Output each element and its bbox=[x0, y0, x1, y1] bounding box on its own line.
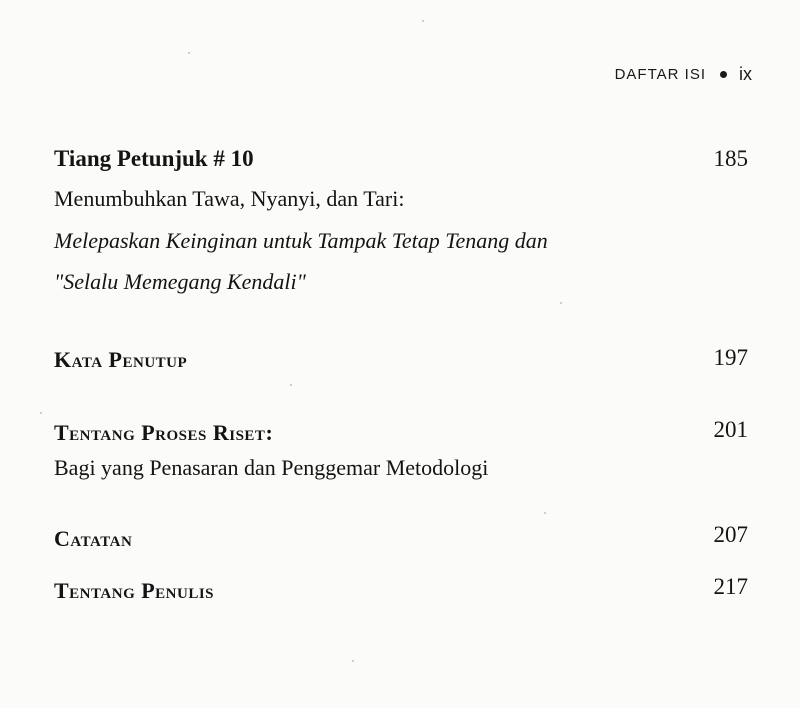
paper-speck bbox=[290, 384, 292, 386]
toc-entry-page-proses-riset: 201 bbox=[713, 417, 748, 442]
toc-entry-title-kata-penutup: Kata Penutup bbox=[54, 347, 188, 372]
section-title: DAFTAR ISI bbox=[614, 66, 706, 83]
paper-speck bbox=[422, 20, 424, 22]
paper-speck bbox=[352, 660, 354, 662]
toc-entry-title-proses-riset: Tentang Proses Riset: bbox=[54, 420, 274, 445]
toc-entry-title-tentang-penulis: Tentang Penulis bbox=[54, 578, 215, 603]
toc-entry-subtitle-signpost-10: Menumbuhkan Tawa, Nyanyi, dan Tari: bbox=[54, 186, 405, 211]
paper-speck bbox=[544, 512, 546, 514]
toc-entry-page-catatan: 207 bbox=[713, 522, 748, 547]
toc-entry-page-tentang-penulis: 217 bbox=[713, 574, 748, 599]
toc-entry-page-signpost-10: 185 bbox=[713, 146, 748, 171]
paper-speck bbox=[40, 412, 42, 414]
paper-speck bbox=[188, 52, 190, 54]
paper-speck bbox=[560, 302, 562, 304]
bullet-icon bbox=[720, 71, 727, 78]
toc-entry-subtitle-proses-riset: Bagi yang Penasaran dan Penggemar Metodologi bbox=[54, 455, 489, 480]
toc-entry-italic-line-2: "Selalu Memegang Kendali" bbox=[54, 269, 306, 294]
page-number: ix bbox=[739, 64, 752, 84]
running-header bbox=[615, 64, 752, 85]
toc-entry-italic-line-1: Melepaskan Keinginan untuk Tampak Tetap Tenang dan bbox=[54, 228, 548, 253]
toc-entry-title-signpost-10: Tiang Petunjuk # 10 bbox=[54, 146, 254, 171]
toc-entry-page-kata-penutup: 197 bbox=[713, 345, 748, 370]
toc-entry-title-catatan: Catatan bbox=[54, 526, 133, 551]
